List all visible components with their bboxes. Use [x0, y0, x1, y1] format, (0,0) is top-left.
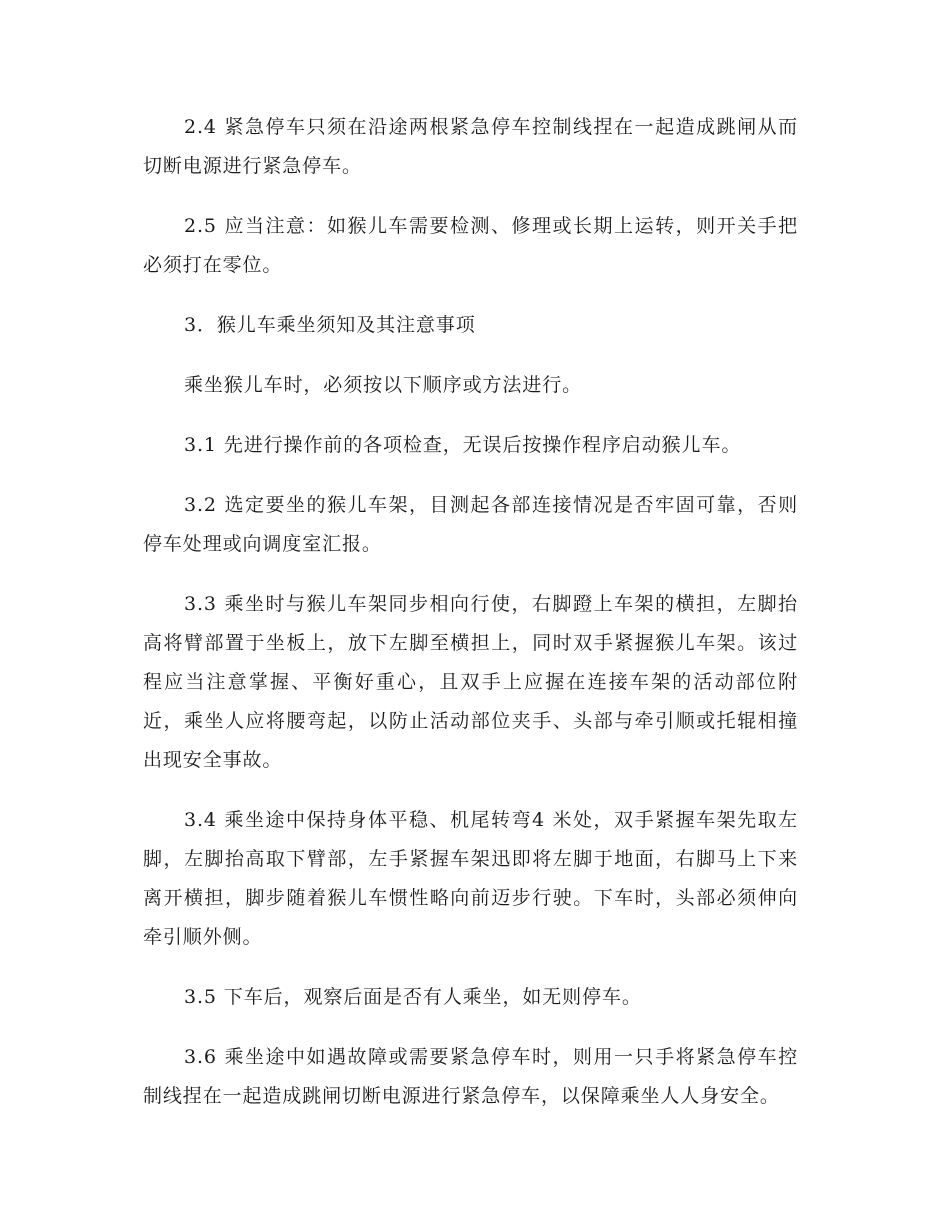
paragraph-2-4: 2.4 紧急停车只须在沿途两根紧急停车控制线捏在一起造成跳闸从而切断电源进行紧急停车。: [143, 116, 798, 177]
paragraph-3-5: 3.5 下车后，观察后面是否有人乘坐，如无则停车。: [184, 986, 642, 1008]
paragraph-intro: 乘坐猴儿车时，必须按以下顺序或方法进行。: [184, 374, 583, 396]
paragraph-3-4: 3.4 乘坐途中保持身体平稳、机尾转弯4 米处，双手紧握车架先取左脚，左脚抬高取下臂部，左手紧握车架迅即将左脚于地面，右脚马上下来离开横担，脚步随着猴儿车惯性略向前迈步行驶。下车时，头部必须伸向牵引顺外侧。: [143, 809, 798, 948]
paragraph-3-2: 3.2 选定要坐的猴儿车架，目测起各部连接情况是否牢固可靠，否则停车处理或向调度室汇报。: [143, 494, 798, 555]
paragraph-3-3: 3.3 乘坐时与猴儿车架同步相向行使，右脚蹬上车架的横担，左脚抬高将臂部置于坐板上，放下左脚至横担上，同时双手紧握猴儿车架。该过程应当注意掌握、平衡好重心，且双手上应握在连接车架的活动部位附近，乘坐人应将腰弯起，以防止活动部位夹手、头部与牵引顺或托辊相撞出现安全事故。: [143, 593, 798, 771]
paragraph-2-5: 2.5 应当注意：如猴儿车需要检测、修理或长期上运转，则开关手把必须打在零位。: [143, 215, 798, 276]
paragraph-3-1: 3.1 先进行操作前的各项检查，无误后按操作程序启动猴儿车。: [184, 434, 742, 456]
document-page: [143, 108, 798, 1137]
section-heading-3: 3．猴儿车乘坐须知及其注意事项: [184, 314, 476, 336]
paragraph-3-6: 3.6 乘坐途中如遇故障或需要紧急停车时，则用一只手将紧急停车控制线捏在一起造成跳闸切断电源进行紧急停车，以保障乘坐人人身安全。: [143, 1046, 798, 1107]
